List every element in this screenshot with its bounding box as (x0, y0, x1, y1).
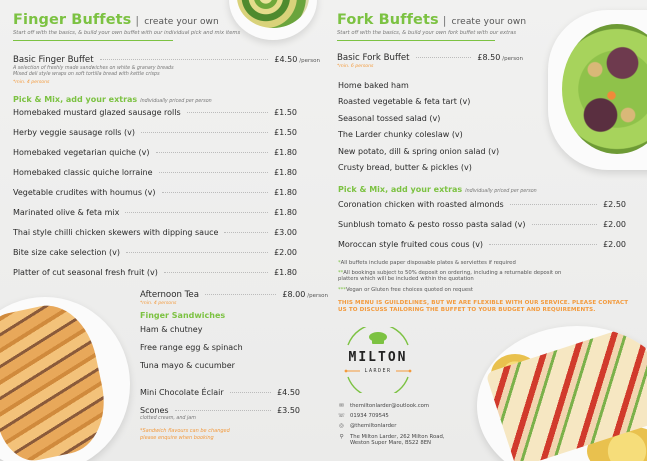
footnote-3 (338, 287, 473, 293)
sandwich-item: Ham & chutney (140, 325, 203, 334)
contact-instagram (338, 423, 396, 430)
chef-hat-icon (369, 332, 387, 344)
item-name: Mini Chocolate Éclair (140, 388, 224, 397)
item-price: £1.50 (274, 128, 297, 137)
dot-leader (510, 204, 597, 205)
dot-leader (162, 192, 269, 193)
item-name: Herby veggie sausage rolls (v) (13, 128, 135, 137)
item-name: Homebaked mustard glazed sausage rolls (13, 108, 181, 117)
fork-buffets-heading: Fork Buffets | create your own (337, 12, 527, 28)
footnote-mark: *** (338, 287, 346, 293)
note-line: *Sandwich flavours can be changed (140, 428, 230, 434)
item-name: Platter of cut seasonal fresh fruit (v) (13, 268, 158, 277)
footnote-mark: * (338, 260, 341, 266)
item-price: £8.50 (477, 53, 501, 62)
finger-item-row (13, 188, 297, 197)
dot-leader (532, 224, 598, 225)
item-price: £2.50 (603, 200, 626, 209)
finger-item-row (13, 168, 297, 177)
item-price: £8.00 (282, 290, 306, 299)
dot-leader (125, 212, 268, 213)
fork-pick-mix-heading (338, 185, 537, 194)
envelope-icon: ✉ (339, 403, 344, 410)
item-price: £2.00 (603, 220, 626, 229)
footnote-text: Vegan or Gluten free choices quoted on request (345, 287, 473, 293)
item-name: Moroccan style fruited cous cous (v) (338, 240, 484, 249)
item-price: £1.80 (274, 208, 297, 217)
dot-leader (100, 59, 269, 60)
item-price: £2.00 (274, 248, 297, 257)
cta-line: THIS MENU IS GUILDELINES, BUT WE ARE FLEXIBLE WITH OUR SERVICE. PLEASE CONTACT (338, 300, 629, 306)
sandwich-item: Tuna mayo & cucumber (140, 361, 235, 370)
finger-buffets-subtitle: create your own (144, 17, 219, 27)
dot-leader (156, 152, 269, 153)
dot-leader (159, 172, 269, 173)
brand-subname: LARDER (364, 368, 392, 374)
finger-item-row (13, 228, 297, 237)
item-name: Scones (140, 406, 169, 415)
item-price: £4.50 (277, 388, 300, 397)
min-persons-note: *min. 6 persons (337, 64, 374, 69)
item-price: £1.80 (274, 268, 297, 277)
finger-buffets-heading: Finger Buffets | create your own (13, 12, 219, 28)
potato-salad-photo (229, 0, 317, 40)
instagram-icon: ◎ (339, 423, 344, 430)
fork-item-row (338, 240, 626, 249)
finger-buffets-lead: Start off with the basics, & build your own buffet with our individual pick and mix items (13, 30, 241, 36)
fork-buffets-title: Fork Buffets (337, 12, 439, 28)
desc-line: Mixed deli style wraps on soft tortilla bread with kettle crisps (13, 72, 160, 77)
scones-desc: clotted cream, and jam (140, 416, 196, 421)
dot-leader (230, 392, 271, 393)
price-unit: /person (307, 293, 328, 299)
price-unit: /person (299, 58, 320, 64)
item-price: £2.00 (603, 240, 626, 249)
finger-item-row (13, 128, 297, 137)
basic-finger-buffet-row (13, 55, 320, 65)
item-price: £1.80 (274, 188, 297, 197)
sandwich-flavour-note (140, 428, 230, 441)
basic-finger-desc (13, 66, 174, 78)
dot-leader (205, 294, 276, 295)
finger-sandwiches-heading: Finger Sandwiches (140, 311, 226, 320)
eclair-row (140, 388, 300, 397)
instagram-link[interactable]: @themiltonlarder (350, 423, 397, 429)
finger-buffets-title: Finger Buffets (13, 12, 132, 28)
item-name: Marinated olive & feta mix (13, 208, 120, 217)
fork-buffets-lead: Start off with the basics, & build your own fork buffet with our extras (337, 30, 517, 36)
club-sandwich-photo (477, 326, 647, 461)
sandwich-item: Free range egg & spinach (140, 343, 243, 352)
min-persons-note: *min. 4 persons (140, 301, 177, 306)
address-line: The Milton Larder, 262 Milton Road, (350, 434, 445, 440)
cta-line: US TO DISCUSS TAILORING THE BUFFET TO YOUR BUDGET AND REQUIREMENTS. (338, 307, 596, 313)
scones-row (140, 406, 300, 415)
finger-pick-mix-heading (13, 95, 212, 104)
item-name: Afternoon Tea (140, 290, 199, 300)
fork-divider (337, 40, 495, 41)
phone-link[interactable]: 01934 709545 (350, 413, 389, 419)
item-price: £4.50 (274, 55, 298, 64)
dot-leader (187, 112, 268, 113)
dot-leader (416, 57, 472, 58)
min-persons-note: *min. 4 persons (13, 80, 50, 85)
item-name: Bite size cake selection (v) (13, 248, 120, 257)
fork-include-item: New potato, dill & spring onion salad (v) (338, 147, 500, 156)
dot-leader (126, 252, 268, 253)
item-name: Thai style chilli chicken skewers with dipping sauce (13, 228, 219, 237)
email-link[interactable]: themiltonlarder@outlook.com (350, 403, 430, 409)
fork-include-item: Roasted vegetable & feta tart (v) (338, 97, 471, 106)
footnote-text: All buffets include paper disposable plates & serviettes if required (340, 260, 516, 266)
fork-include-item: Home baked ham (338, 81, 409, 90)
contact-email (338, 403, 429, 410)
dot-leader (489, 244, 597, 245)
item-name: Basic Finger Buffet (13, 55, 94, 65)
footnote-2 (338, 270, 561, 283)
fork-include-item: Seasonal tossed salad (v) (338, 114, 441, 123)
item-name: Coronation chicken with roasted almonds (338, 200, 504, 209)
item-name: Homebaked vegetarian quiche (v) (13, 148, 150, 157)
tossed-salad-photo (548, 10, 647, 170)
item-price: £1.80 (274, 148, 297, 157)
item-price: £1.50 (274, 108, 297, 117)
pick-mix-note: Individually priced per person (465, 189, 537, 194)
footnote-text: All bookings subject to 50% deposit on ordering, including a returnable deposit on (343, 270, 562, 276)
price-unit: /person (502, 56, 523, 62)
fork-buffets-subtitle: create your own (451, 17, 527, 27)
fork-item-row (338, 200, 626, 209)
finger-item-row (13, 248, 297, 257)
fork-include-item: Crusty bread, butter & pickles (v) (338, 163, 472, 172)
item-name: Homebaked classic quiche lorraine (13, 168, 153, 177)
item-name: Basic Fork Buffet (337, 53, 410, 63)
milton-larder-logo (336, 327, 420, 393)
footnote-text: platters which will be included within the quotation (338, 276, 474, 283)
flexible-service-notice (338, 300, 628, 314)
finger-item-row (13, 208, 297, 217)
fork-item-row (338, 220, 626, 229)
phone-icon: ☏ (338, 413, 345, 420)
fork-include-item: The Larder chunky coleslaw (v) (338, 130, 463, 139)
afternoon-tea-row (140, 290, 328, 300)
brand-name: MILTON (348, 350, 408, 365)
dot-leader (175, 410, 272, 411)
item-name: Vegetable crudites with houmus (v) (13, 188, 156, 197)
note-line: please enquire when booking (140, 434, 214, 441)
pick-mix-title: Pick & Mix, add your extras (338, 185, 463, 194)
dot-leader (224, 232, 268, 233)
item-price: £1.80 (274, 168, 297, 177)
item-price: £3.00 (274, 228, 297, 237)
pick-mix-note: Individually priced per person (140, 99, 212, 104)
sausage-rolls-photo (0, 297, 130, 461)
footnote-1 (338, 260, 516, 266)
finger-item-row (13, 148, 297, 157)
address-text (350, 434, 445, 447)
pick-mix-title: Pick & Mix, add your extras (13, 95, 138, 104)
contact-address (338, 434, 445, 447)
address-line: Weston Super Mare, BS22 8EN (350, 440, 432, 447)
desc-line: A selection of freshly made sandwiches on white & granary breads (13, 66, 174, 71)
finger-divider (13, 40, 173, 41)
location-pin-icon: ⚲ (339, 434, 344, 441)
finger-item-row (13, 268, 297, 277)
basic-fork-buffet-row (337, 53, 523, 63)
finger-item-row (13, 108, 297, 117)
dot-leader (164, 272, 268, 273)
item-name: Sunblush tomato & pesto rosso pasta salad (v) (338, 220, 526, 229)
footnote-mark: ** (338, 270, 344, 276)
contact-phone (338, 413, 389, 420)
dot-leader (141, 132, 268, 133)
item-price: £3.50 (277, 406, 300, 415)
